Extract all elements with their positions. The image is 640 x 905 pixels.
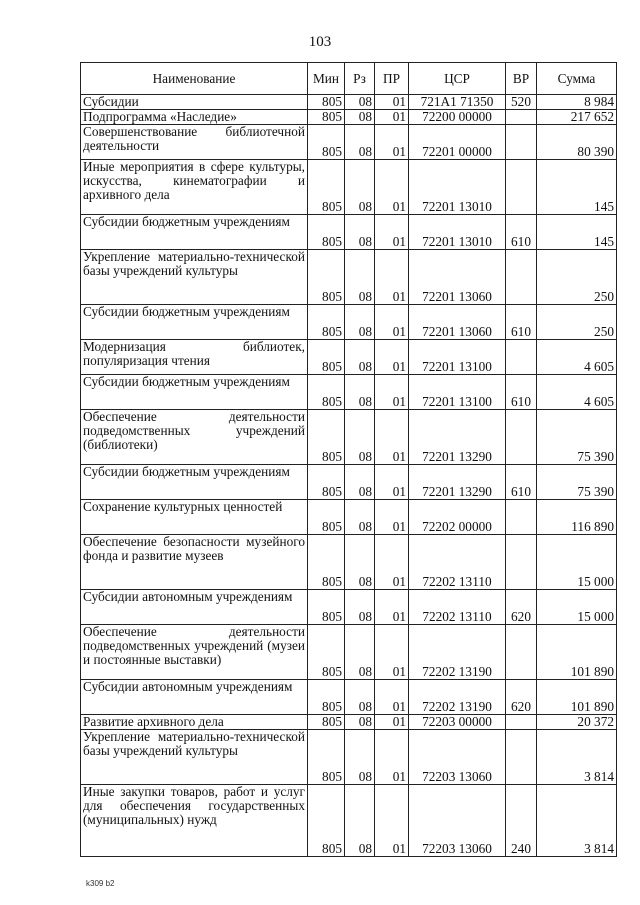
cell-min: 805 (308, 535, 345, 590)
cell-rz: 08 (345, 465, 375, 500)
header-pr: ПР (375, 63, 409, 95)
cell-rz: 08 (345, 305, 375, 340)
cell-csr: 72202 13110 (409, 590, 506, 625)
cell-min: 805 (308, 500, 345, 535)
cell-csr: 72201 13060 (409, 305, 506, 340)
table-row (81, 625, 617, 680)
cell-pr: 01 (375, 160, 409, 215)
cell-sum: 145 (537, 215, 617, 250)
cell-name: Укрепление материально-технической базы учреждений культуры (81, 250, 308, 305)
cell-name: Субсидии бюджетным учреждениям (81, 465, 308, 500)
table-row (81, 305, 617, 340)
cell-sum: 4 605 (537, 340, 617, 375)
cell-name: Развитие архивного дела (81, 715, 308, 730)
cell-pr: 01 (375, 410, 409, 465)
table-row (81, 465, 617, 500)
table-header-row (81, 63, 617, 95)
cell-name: Обеспечение деятельности подведомственных учреждений (библиотеки) (81, 410, 308, 465)
table-row (81, 160, 617, 215)
cell-sum: 101 890 (537, 680, 617, 715)
cell-pr: 01 (375, 340, 409, 375)
cell-pr: 01 (375, 535, 409, 590)
cell-csr: 72202 00000 (409, 500, 506, 535)
cell-name: Сохранение культурных ценностей (81, 500, 308, 535)
cell-vr (506, 250, 537, 305)
table-row (81, 375, 617, 410)
cell-vr: 520 (506, 95, 537, 110)
cell-rz: 08 (345, 125, 375, 160)
cell-vr: 610 (506, 465, 537, 500)
cell-name: Иные мероприятия в сфере культуры, искусства, кинематографии и архивного дела (81, 160, 308, 215)
cell-csr: 72201 13010 (409, 160, 506, 215)
cell-min: 805 (308, 625, 345, 680)
cell-min: 805 (308, 375, 345, 410)
cell-name: Субсидии автономным учреждениям (81, 590, 308, 625)
table-row (81, 95, 617, 110)
table-row (81, 680, 617, 715)
cell-min: 805 (308, 590, 345, 625)
cell-csr: 72202 13190 (409, 625, 506, 680)
cell-sum: 250 (537, 250, 617, 305)
cell-csr: 72203 13060 (409, 730, 506, 785)
cell-name: Субсидии автономным учреждениям (81, 680, 308, 715)
cell-csr: 72201 13010 (409, 215, 506, 250)
cell-pr: 01 (375, 625, 409, 680)
cell-rz: 08 (345, 250, 375, 305)
header-vr: ВР (506, 63, 537, 95)
cell-csr: 72202 13110 (409, 535, 506, 590)
cell-pr: 01 (375, 730, 409, 785)
cell-csr: 72201 13100 (409, 375, 506, 410)
cell-pr: 01 (375, 250, 409, 305)
cell-min: 805 (308, 465, 345, 500)
cell-csr: 72200 00000 (409, 110, 506, 125)
cell-vr: 620 (506, 590, 537, 625)
cell-name: Модернизация библиотек, популяризация чтения (81, 340, 308, 375)
cell-vr (506, 730, 537, 785)
cell-name: Подпрограмма «Наследие» (81, 110, 308, 125)
cell-vr (506, 110, 537, 125)
cell-csr: 72201 13060 (409, 250, 506, 305)
budget-table (80, 62, 617, 857)
cell-pr: 01 (375, 465, 409, 500)
cell-pr: 01 (375, 125, 409, 160)
cell-sum: 80 390 (537, 125, 617, 160)
cell-vr (506, 625, 537, 680)
cell-csr: 72201 13100 (409, 340, 506, 375)
header-name: Наименование (81, 63, 308, 95)
table-row (81, 215, 617, 250)
cell-rz: 08 (345, 500, 375, 535)
cell-rz: 08 (345, 730, 375, 785)
table-row (81, 535, 617, 590)
cell-pr: 01 (375, 375, 409, 410)
cell-min: 805 (308, 250, 345, 305)
header-sum: Сумма (537, 63, 617, 95)
table-row (81, 125, 617, 160)
cell-name: Субсидии бюджетным учреждениям (81, 215, 308, 250)
cell-min: 805 (308, 340, 345, 375)
cell-sum: 250 (537, 305, 617, 340)
cell-name: Обеспечение деятельности подведомственных учреждений (музеи и постоянные выставки) (81, 625, 308, 680)
cell-vr (506, 535, 537, 590)
cell-pr: 01 (375, 785, 409, 857)
table-row (81, 785, 617, 857)
cell-min: 805 (308, 680, 345, 715)
cell-vr: 610 (506, 305, 537, 340)
table-row (81, 715, 617, 730)
cell-sum: 8 984 (537, 95, 617, 110)
cell-sum: 4 605 (537, 375, 617, 410)
cell-sum: 15 000 (537, 590, 617, 625)
cell-rz: 08 (345, 410, 375, 465)
cell-rz: 08 (345, 95, 375, 110)
cell-vr: 620 (506, 680, 537, 715)
cell-pr: 01 (375, 500, 409, 535)
cell-vr: 240 (506, 785, 537, 857)
header-min: Мин (308, 63, 345, 95)
cell-pr: 01 (375, 95, 409, 110)
cell-rz: 08 (345, 785, 375, 857)
cell-sum: 3 814 (537, 730, 617, 785)
cell-min: 805 (308, 305, 345, 340)
cell-csr: 72201 00000 (409, 125, 506, 160)
cell-csr: 72203 13060 (409, 785, 506, 857)
cell-sum: 101 890 (537, 625, 617, 680)
cell-min: 805 (308, 410, 345, 465)
cell-pr: 01 (375, 110, 409, 125)
cell-name: Совершенствование библиотечной деятельности (81, 125, 308, 160)
cell-rz: 08 (345, 625, 375, 680)
cell-pr: 01 (375, 215, 409, 250)
cell-vr (506, 160, 537, 215)
cell-vr: 610 (506, 215, 537, 250)
cell-rz: 08 (345, 375, 375, 410)
table-row (81, 340, 617, 375)
cell-min: 805 (308, 95, 345, 110)
table-row (81, 410, 617, 465)
cell-min: 805 (308, 785, 345, 857)
cell-rz: 08 (345, 680, 375, 715)
cell-min: 805 (308, 730, 345, 785)
cell-name: Обеспечение безопасности музейного фонда и развитие музеев (81, 535, 308, 590)
cell-rz: 08 (345, 535, 375, 590)
cell-pr: 01 (375, 715, 409, 730)
cell-rz: 08 (345, 590, 375, 625)
cell-sum: 75 390 (537, 465, 617, 500)
table-row (81, 110, 617, 125)
cell-csr: 721А1 71350 (409, 95, 506, 110)
cell-rz: 08 (345, 160, 375, 215)
table-row (81, 250, 617, 305)
cell-pr: 01 (375, 680, 409, 715)
cell-rz: 08 (345, 715, 375, 730)
cell-csr: 72202 13190 (409, 680, 506, 715)
cell-vr (506, 340, 537, 375)
cell-min: 805 (308, 125, 345, 160)
table-row (81, 590, 617, 625)
cell-sum: 145 (537, 160, 617, 215)
cell-min: 805 (308, 715, 345, 730)
cell-pr: 01 (375, 590, 409, 625)
page-number: 103 (308, 34, 332, 50)
table-row (81, 730, 617, 785)
cell-vr (506, 410, 537, 465)
cell-name: Субсидии (81, 95, 308, 110)
cell-pr: 01 (375, 305, 409, 340)
cell-csr: 72201 13290 (409, 410, 506, 465)
cell-csr: 72203 00000 (409, 715, 506, 730)
header-csr: ЦСР (409, 63, 506, 95)
cell-rz: 08 (345, 110, 375, 125)
cell-name: Субсидии бюджетным учреждениям (81, 375, 308, 410)
cell-min: 805 (308, 160, 345, 215)
cell-name: Субсидии бюджетным учреждениям (81, 305, 308, 340)
cell-sum: 75 390 (537, 410, 617, 465)
cell-min: 805 (308, 215, 345, 250)
cell-rz: 08 (345, 340, 375, 375)
cell-csr: 72201 13290 (409, 465, 506, 500)
cell-vr (506, 125, 537, 160)
cell-sum: 217 652 (537, 110, 617, 125)
cell-vr: 610 (506, 375, 537, 410)
footer-code: k309 b2 (86, 879, 115, 888)
cell-name: Иные закупки товаров, работ и услуг для обеспечения государственных (муниципальных) нужд (81, 785, 308, 857)
cell-sum: 3 814 (537, 785, 617, 857)
table-row (81, 500, 617, 535)
header-rz: Рз (345, 63, 375, 95)
cell-sum: 15 000 (537, 535, 617, 590)
cell-min: 805 (308, 110, 345, 125)
cell-rz: 08 (345, 215, 375, 250)
cell-vr (506, 715, 537, 730)
cell-sum: 20 372 (537, 715, 617, 730)
cell-sum: 116 890 (537, 500, 617, 535)
cell-vr (506, 500, 537, 535)
cell-name: Укрепление материально-технической базы учреждений культуры (81, 730, 308, 785)
